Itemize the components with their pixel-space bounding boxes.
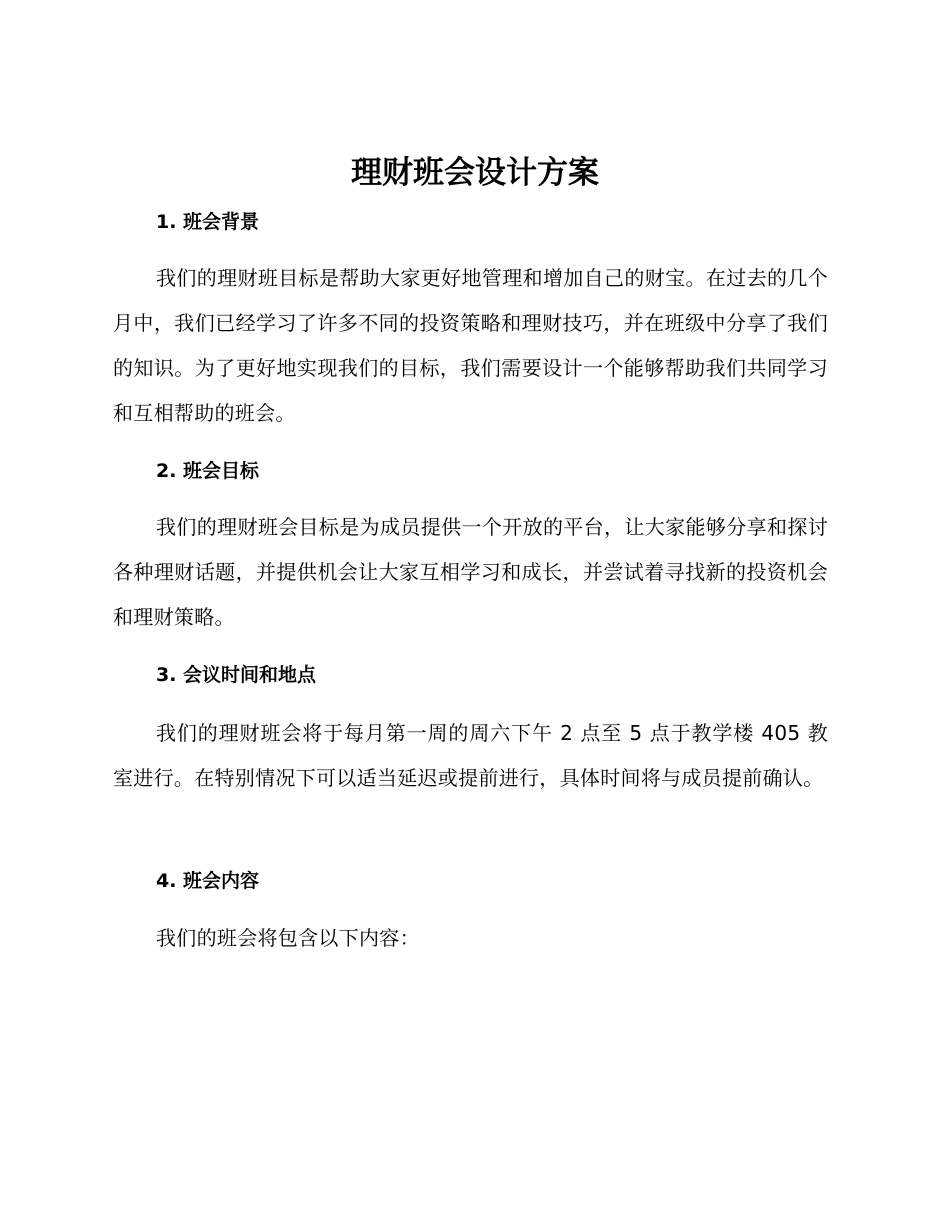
paragraph-background: 我们的理财班目标是帮助大家更好地管理和增加自己的财宝。在过去的几个月中，我们已经学习了许多不同的投资策略和理财技巧，并在班级中分享了我们的知识。为了更好地实现我们的目标，我们需要设计一个能够帮助我们共同学习和互相帮助的班会。 xyxy=(113,266,828,425)
paragraph-content: 我们的班会将包含以下内容： xyxy=(156,926,420,950)
section-heading-time-location: 3. 会议时间和地点 xyxy=(156,664,317,686)
paragraph-goals: 我们的理财班会目标是为成员提供一个开放的平台，让大家能够分享和探讨各种理财话题，并提供机会让大家互相学习和成长，并尝试着寻找新的投资机会和理财策略。 xyxy=(113,515,828,629)
section-heading-content: 4. 班会内容 xyxy=(156,870,260,892)
paragraph-time-location: 我们的理财班会将于每月第一周的周六下午 2 点至 5 点于教学楼 405 教室进行。在特别情况下可以适当延迟或提前进行，具体时间将与成员提前确认。 xyxy=(113,721,828,790)
page-title: 理财班会设计方案 xyxy=(351,155,599,191)
section-heading-background: 1. 班会背景 xyxy=(156,211,260,233)
section-heading-goals: 2. 班会目标 xyxy=(156,460,260,482)
